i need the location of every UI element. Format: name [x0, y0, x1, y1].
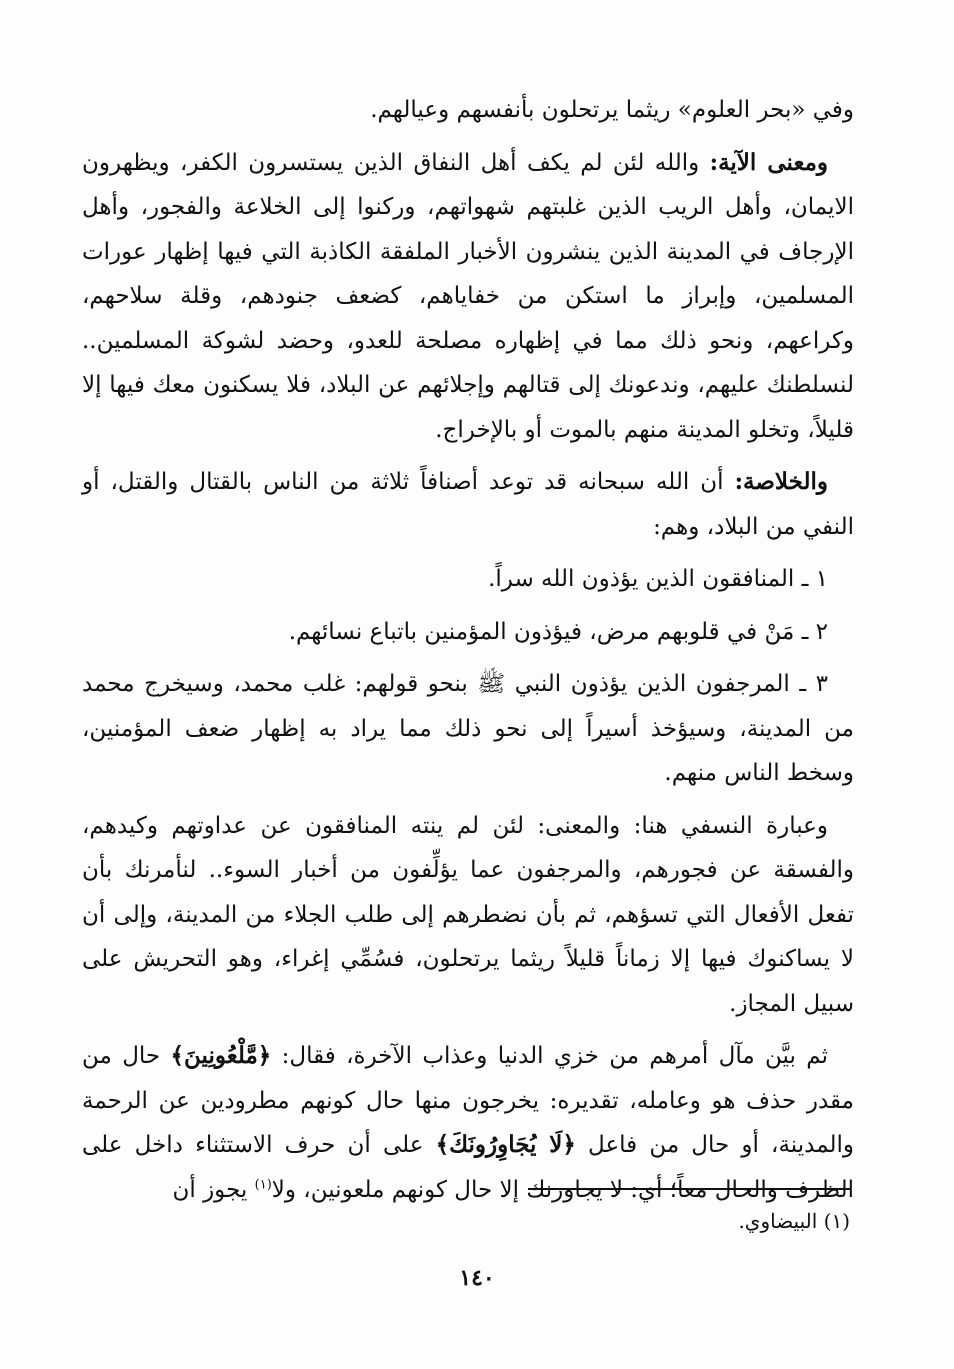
paragraph-meaning	[82, 141, 854, 453]
quran-quote: ﴿لَا يُجَاوِرُونَكَ﴾	[435, 1131, 576, 1158]
paragraph-text: وعبارة النسفي هنا: والمعنى: لئن لم ينته المنافقون عن عداوتهم وكيدهم، والفسقة عن فجورهم، والمرجفون عما يؤلِّفون من أخبار السوء.. لنأمرنك بأن تفعل الأفعال التي تسؤهم، ثم بأن نضطرهم إلى طلب الجلاء من المدينة، وإلى أن لا يساكنوك فيها إلا زماناً قليلاً ريثما يرتحلون، فسُمِّي إغراء، وهو التحريش على سبيل المجاز.	[82, 812, 854, 1017]
list-item-text: ٣ ـ المرجفون الذين يؤذون النبي ﷺ بنحو قولهم: غلب محمد، وسيخرج محمد من المدينة، وسيؤخذ أسيراً إلى نحو ذلك مما يراد به إظهار ضعف المؤمنين، وسخط الناس منهم.	[82, 671, 854, 786]
quran-quote: ﴿مَّلْعُونِينَ﴾	[170, 1042, 272, 1069]
footnote-divider	[528, 1188, 850, 1190]
list-item-text: ٢ ـ مَنْ في قلوبهم مرض، فيؤذون المؤمنين باتباع نسائهم.	[288, 618, 828, 645]
paragraph-text: يجوز أن	[172, 1176, 255, 1203]
paragraph-bahr-al-ulum	[82, 88, 854, 133]
footnote: (١) البيضاوي.	[738, 1209, 850, 1233]
list-item-2	[82, 610, 854, 655]
footnote-reference: (١)	[254, 1176, 272, 1192]
paragraph-text: على أن حرف الاستثناء داخل على الظرف والحال معاً؛ أي: لا يجاورنك إلا حال كونهم ملعونين، ولا	[82, 1132, 854, 1203]
paragraph-text: ثم بيَّن مآل أمرهم من خزي الدنيا وعذاب الآخرة، فقال:	[271, 1043, 828, 1069]
paragraph-label: ومعنى الآية:	[709, 148, 829, 176]
paragraph-text: والله لئن لم يكف أهل النفاق الذين يستسرون الكفر، ويظهرون الايمان، وأهل الريب الذين غلبتهم شهواتهم، وركنوا إلى الخلاعة والفجور، وأهل الإرجاف في المدينة الذين ينشرون الأخبار الملفقة الكاذبة التي فيها إظهار عورات المسلمين، وإبراز ما استكن من خفاياهم، كضعف جنودهم، وقلة سلاحهم، وكراعهم، ونحو ذلك مما في إظهاره مصلحة للعدو، وحضد لشوكة المسلمين.. لنسلطنك عليهم، وندعونك إلى قتالهم وإجلائهم عن البلاد، فلا يسكنون معك فيها إلا قليلاً، وتخلو المدينة منهم بالموت أو بالإخراج.	[82, 149, 854, 443]
paragraph-nasafi	[82, 804, 854, 1027]
paragraph-cursed	[82, 1034, 854, 1212]
list-item-3	[82, 662, 854, 796]
paragraph-text: حال من مقدر حذف هو وعامله، تقديره: يخرجون منها حال كونهم مطرودين عن الرحمة والمدينة، أو حال من فاعل	[82, 1043, 854, 1158]
list-item-1	[82, 557, 854, 602]
paragraph-summary	[82, 460, 854, 549]
paragraph-text: وفي «بحر العلوم» ريثما يرتحلون بأنفسهم وعيالهم.	[370, 97, 854, 123]
list-item-text: ١ ـ المنافقون الذين يؤذون الله سراً.	[488, 566, 828, 592]
paragraph-text: أن الله سبحانه قد توعد أصنافاً ثلاثة من الناس بالقتال والقتل، أو النفي من البلاد، وهم:	[82, 469, 854, 540]
paragraph-label: والخلاصة:	[734, 468, 828, 495]
page-number: ١٤٠	[459, 1265, 495, 1291]
main-text	[82, 88, 854, 1220]
